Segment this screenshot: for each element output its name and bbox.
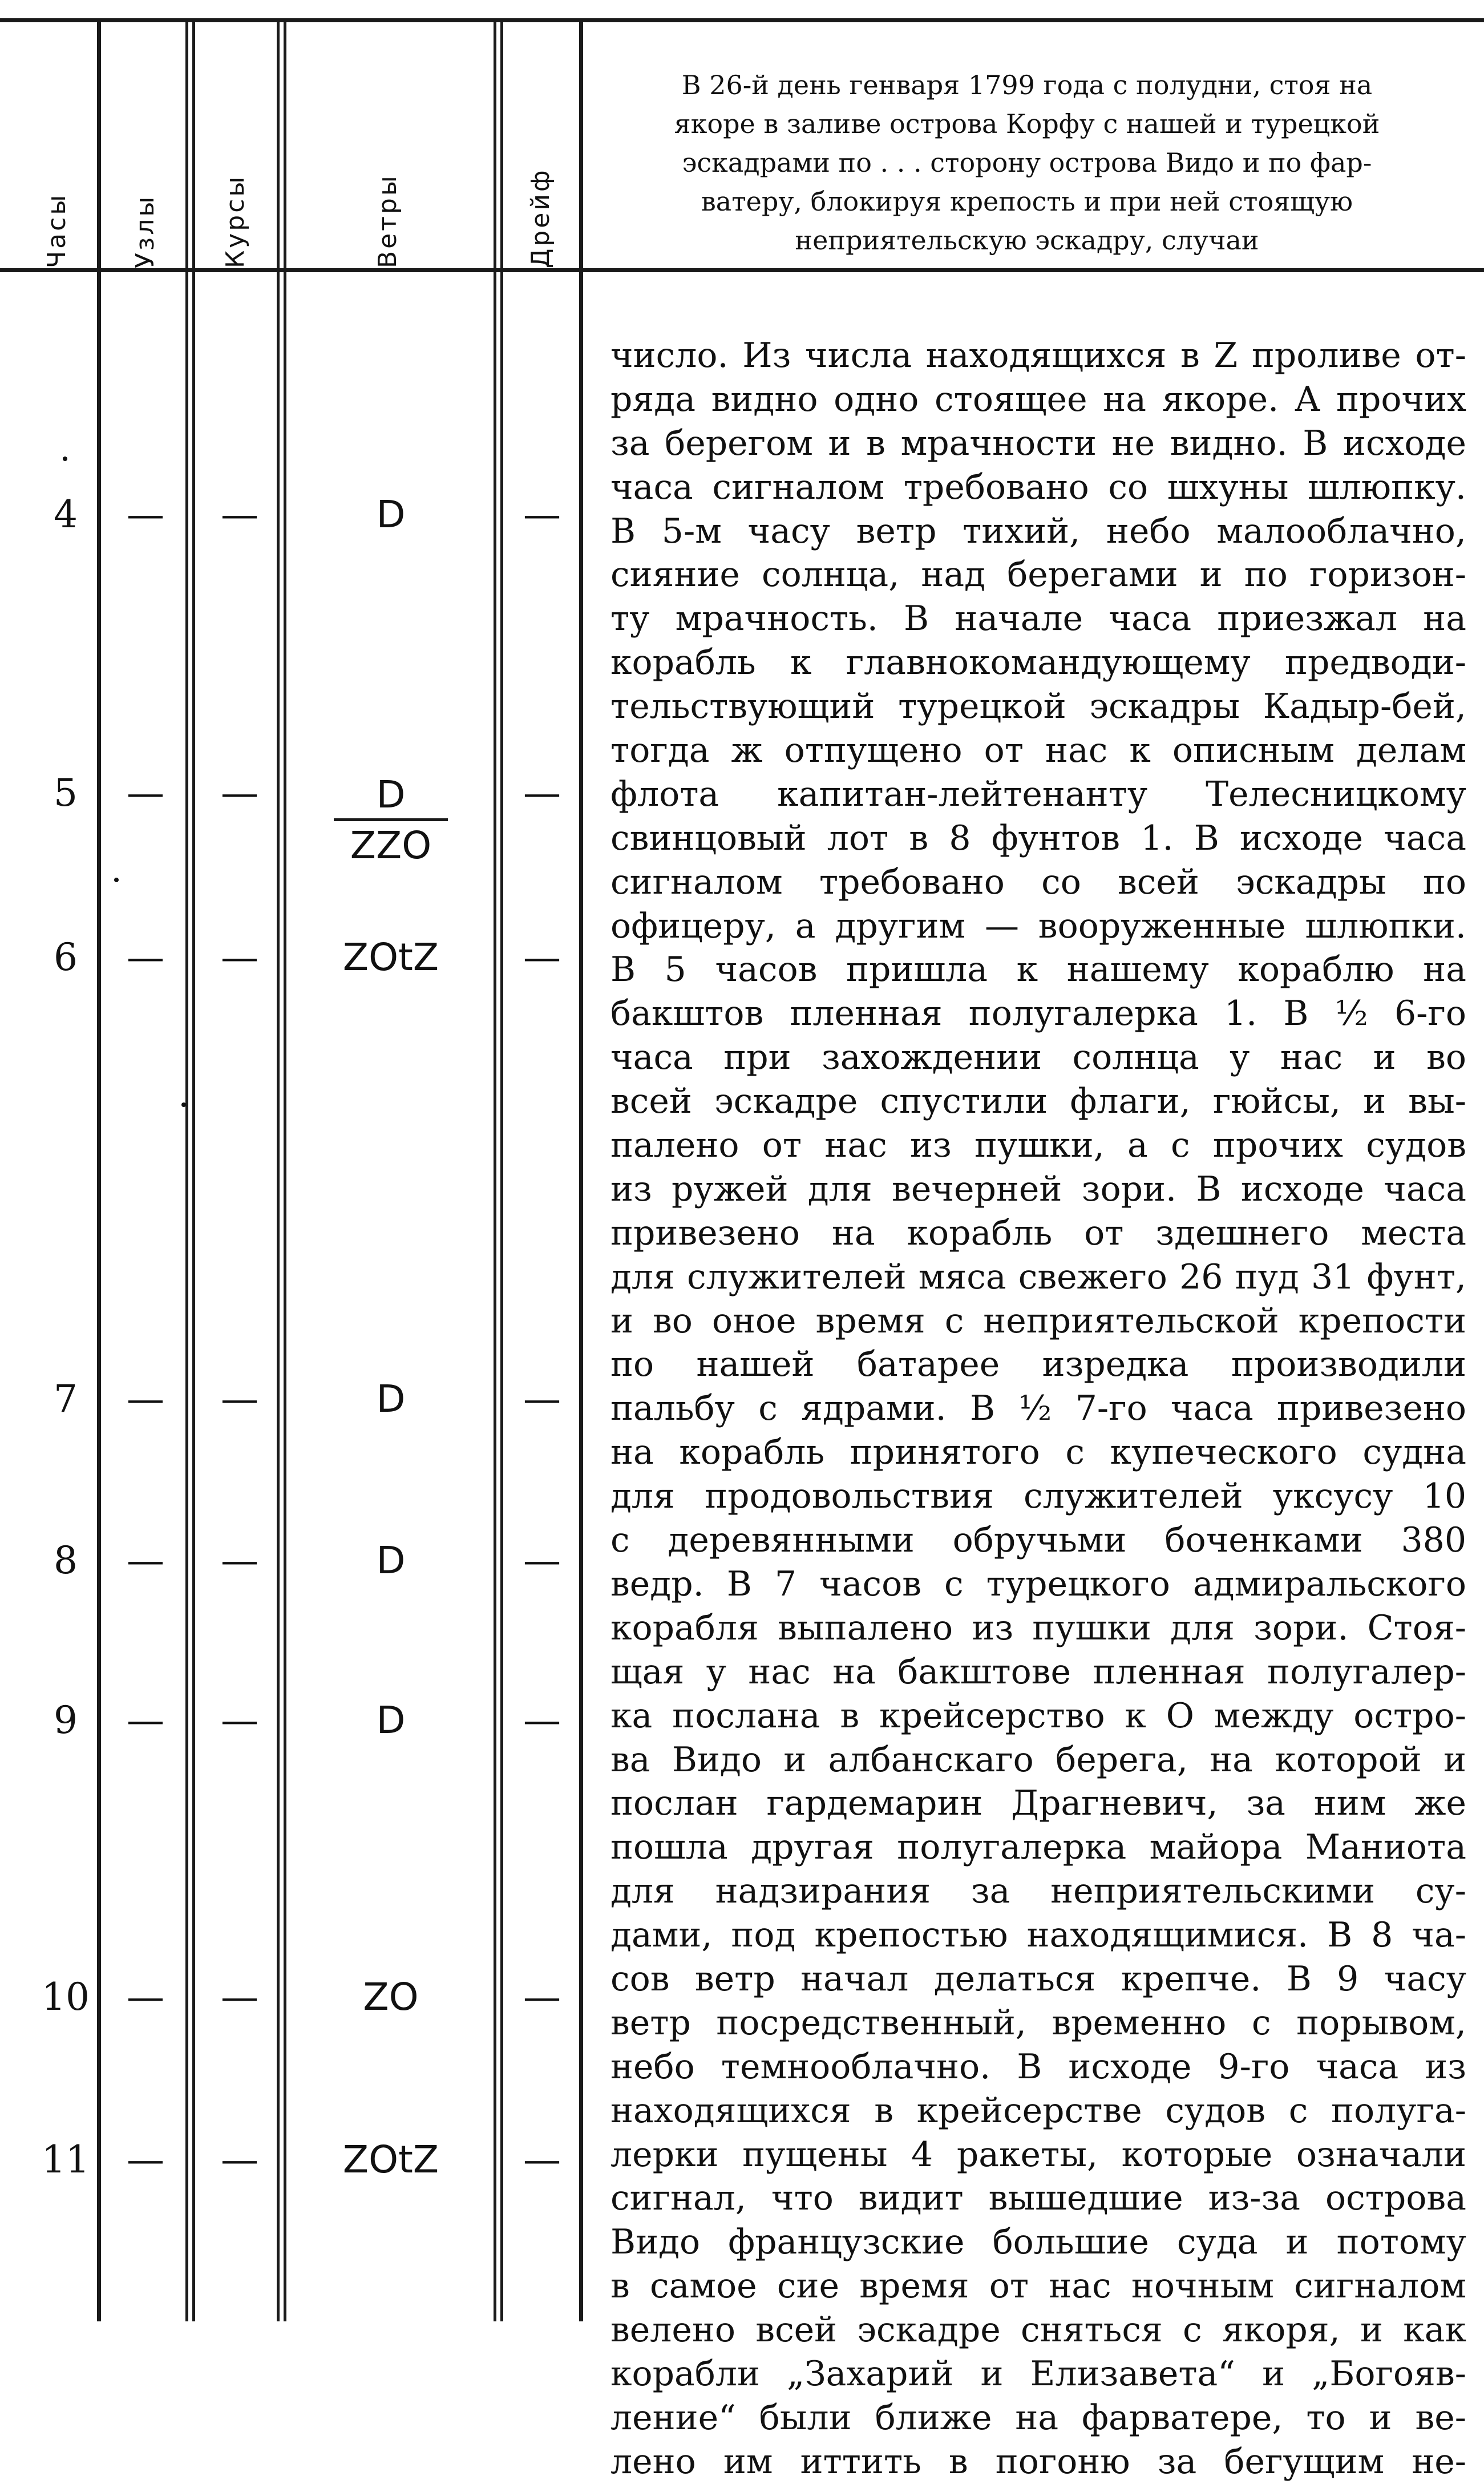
journal-line: дами, под крепостью находящимися. В 8 ча- — [610, 1915, 1466, 1956]
journal-line: по нашей батарее изредка производили — [610, 1344, 1466, 1385]
print-speck — [63, 457, 67, 461]
journal-line: для продовольствия служителей уксусу 10 — [610, 1476, 1466, 1517]
journal-line: пошла другая полугалерка майора Маниота — [610, 1827, 1466, 1868]
journal-line: палено от нас из пушки, а с прочих судов — [610, 1125, 1466, 1166]
column-divider — [579, 18, 583, 2321]
wind-cell: D — [376, 1377, 406, 1421]
journal-line: щая у нас на бакштове пленная полугалер- — [610, 1651, 1466, 1692]
journal-line: лено им иттить в погоню за бегущим не- — [610, 2441, 1466, 2482]
journal-line: лерки пущены 4 ракеты, которые означали — [610, 2134, 1466, 2175]
course-cell: — — [221, 1538, 258, 1582]
journal-line: ление“ были ближе на фарватере, то и ве- — [610, 2397, 1466, 2438]
knots-cell: — — [127, 1698, 164, 1742]
wind-cell: ZOtZ — [342, 2138, 439, 2182]
journal-line: находящихся в крейсерстве судов с полуга- — [610, 2090, 1466, 2131]
course-cell: — — [221, 2138, 258, 2182]
column-divider — [494, 18, 496, 2321]
drift-cell: — — [523, 1377, 561, 1421]
column-header-knots: Узлы — [131, 194, 160, 268]
column-divider — [500, 18, 503, 2321]
journal-line: для служителей мяса свежего 26 пуд 31 фунт, — [610, 1257, 1466, 1297]
wind-cell-below: ZZO — [350, 823, 432, 867]
wind-cell: ZO — [363, 1975, 419, 2019]
top-rule — [0, 18, 1484, 22]
course-cell: — — [221, 1975, 258, 2019]
course-cell: — — [221, 492, 258, 536]
journal-line: часа сигналом требовано со шхуны шлюпку. — [610, 467, 1466, 507]
journal-line: сияние солнца, над берегами и по горизон- — [610, 555, 1466, 595]
print-speck — [181, 1102, 186, 1107]
hour-cell: 6 — [54, 935, 78, 979]
journal-line: Видо французские большие суда и потому — [610, 2222, 1466, 2263]
knots-cell: — — [127, 935, 164, 979]
drift-cell: — — [523, 935, 561, 979]
wind-cell: D — [376, 492, 406, 536]
journal-line: ту мрачность. В начале часа приезжал на — [610, 599, 1466, 639]
hour-cell: 7 — [54, 1377, 78, 1421]
knots-cell: — — [127, 492, 164, 536]
journal-line: для надзирания за неприятельскими су- — [610, 1871, 1466, 1912]
column-header-hours: Часы — [42, 192, 71, 268]
journal-line: В 5 часов пришла к нашему кораблю на — [610, 950, 1466, 990]
journal-entry-text — [610, 334, 1466, 2484]
knots-cell: — — [127, 1975, 164, 2019]
hour-cell: 5 — [54, 771, 78, 815]
journal-line: привезено на корабль от здешнего места — [610, 1213, 1466, 1253]
journal-line: офицеру, а другим — вооруженные шлюпки. — [610, 906, 1466, 946]
column-header-drift: Дрейф — [526, 168, 555, 268]
course-cell: — — [221, 1377, 258, 1421]
journal-line: корабля выпалено из пушки для зори. Стоя- — [610, 1607, 1466, 1648]
journal-line: велено всей эскадре сняться с якоря, и как — [610, 2310, 1466, 2350]
drift-cell: — — [523, 771, 561, 815]
wind-cell: D — [376, 773, 406, 817]
hour-cell: 9 — [54, 1698, 78, 1742]
journal-line: и во оное время с неприятельской крепости — [610, 1300, 1466, 1341]
journal-line: ка послана в крейсерство к О между остро- — [610, 1695, 1466, 1736]
header-bottom-rule — [0, 268, 1484, 272]
wind-fraction-bar — [334, 818, 448, 821]
hour-cell: 4 — [54, 492, 78, 536]
drift-cell: — — [523, 2138, 561, 2182]
wind-cell: D — [376, 1698, 406, 1742]
drift-cell: — — [523, 1698, 561, 1742]
hour-cell: 11 — [42, 2138, 90, 2182]
print-speck — [114, 878, 119, 882]
journal-line: ведр. В 7 часов с турецкого адмиральского — [610, 1564, 1466, 1604]
journal-line: пальбу с ядрами. В ½ 7-го часа привезено — [610, 1388, 1466, 1429]
drift-cell: — — [523, 492, 561, 536]
course-cell: — — [221, 935, 258, 979]
journal-line: из ружей для вечерней зори. В исходе часа — [610, 1169, 1466, 1209]
journal-line: тельствующий турецкой эскадры Кадыр-бей, — [610, 686, 1466, 727]
header-caption: В 26-й день генваря 1799 года с полудни, стоя на якоре в заливе острова Корфу с нашей и турецкой эскадрами по . . . сторону острова Видо и по фар- ватеру, блокируя крепость и при ней стоящую неприятельскую эскадру, случаи — [674, 70, 1380, 256]
drift-cell: — — [523, 1538, 561, 1582]
column-header-courses: Курсы — [221, 174, 250, 268]
journal-line: число. Из числа находящихся в Z проливе от- — [610, 336, 1466, 375]
column-divider — [284, 18, 286, 2321]
journal-line: послан гардемарин Драгневич, за ним же — [610, 1783, 1466, 1824]
journal-line: ва Видо и албанскаго берега, на которой и — [610, 1739, 1466, 1780]
wind-cell: ZOtZ — [342, 935, 439, 979]
course-cell: — — [221, 771, 258, 815]
column-divider — [185, 18, 188, 2321]
journal-line: тогда ж отпущено от нас к описным делам — [610, 730, 1466, 771]
column-header-winds: Ветры — [373, 173, 402, 268]
journal-line: ветр посредственный, временно с порывом, — [610, 2002, 1466, 2043]
journal-line: небо темнооблачно. В исходе 9-го часа из — [610, 2046, 1466, 2087]
journal-line: в самое сие время от нас ночным сигналом — [610, 2266, 1466, 2307]
journal-line: свинцовый лот в 8 фунтов 1. В исходе часа — [610, 818, 1466, 858]
journal-line: сов ветр начал делаться крепче. В 9 часу — [610, 1958, 1466, 1999]
course-cell: — — [221, 1698, 258, 1742]
journal-line: сигналом требовано со всей эскадры по — [610, 862, 1466, 902]
journal-line: флота капитан-лейтенанту Телесницкому — [610, 774, 1466, 814]
column-divider — [192, 18, 195, 2321]
hour-cell: 8 — [54, 1538, 78, 1582]
knots-cell: — — [127, 2138, 164, 2182]
journal-line: сигнал, что видит вышедшие из-за острова — [610, 2178, 1466, 2219]
journal-line: корабль к главнокомандующему предводи- — [610, 643, 1466, 683]
journal-line: ряда видно одно стоящее на якоре. А прочих — [610, 379, 1466, 419]
knots-cell: — — [127, 1538, 164, 1582]
journal-line: за берегом и в мрачности не видно. В исходе — [610, 423, 1466, 463]
journal-line: бакштов пленная полугалерка 1. В ½ 6-го — [610, 993, 1466, 1034]
drift-cell: — — [523, 1975, 561, 2019]
column-divider — [277, 18, 280, 2321]
knots-cell: — — [127, 771, 164, 815]
hour-cell: 10 — [42, 1975, 90, 2019]
journal-line: В 5-м часу ветр тихий, небо малооблачно, — [610, 511, 1466, 551]
journal-line: на корабль принятого с купеческого судна — [610, 1432, 1466, 1473]
journal-line: всей эскадре спустили флаги, гюйсы, и вы- — [610, 1081, 1466, 1122]
knots-cell: — — [127, 1377, 164, 1421]
journal-line: с деревянными обручьми боченками 380 — [610, 1520, 1466, 1561]
wind-cell: D — [376, 1538, 406, 1582]
journal-line: корабли „Захарий и Елизавета“ и „Богояв- — [610, 2353, 1466, 2394]
journal-line: часа при захождении солнца у нас и во — [610, 1037, 1466, 1078]
